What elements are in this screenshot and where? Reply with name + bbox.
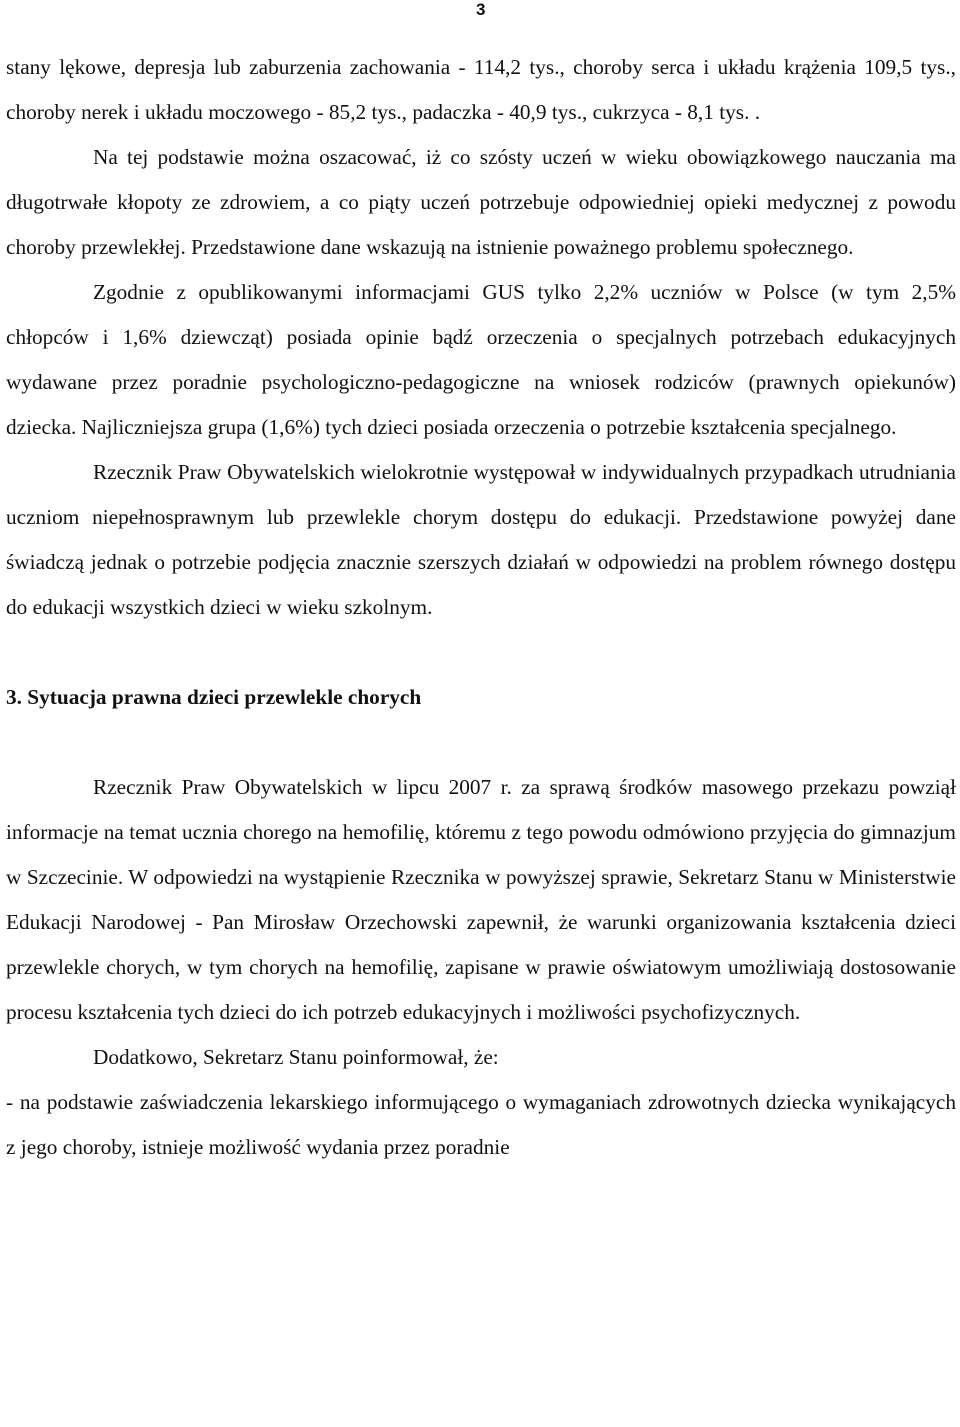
paragraph-gus-data: Zgodnie z opublikowanymi informacjami GUS tylko 2,2% uczniów w Polsce (w tym 2,5% chłopców i 1,6% dziewcząt) posiada opinie bądź orzeczenia o specjalnych potrzebach edukacyjnych wydawane przez poradnie psychologiczno-pedagogiczne na wniosek rodziców (prawnych opiekunów) dziecka. Najliczniejsza grupa (1,6%) tych dzieci posiada orzeczenia o potrzebie kształcenia specjalnego. xyxy=(6,280,956,439)
paragraph-disease-statistics: stany lękowe, depresja lub zaburzenia zachowania - 114,2 tys., choroby serca i układu krążenia 109,5 tys., choroby nerek i układu moczowego - 85,2 tys., padaczka - 40,9 tys., cukrzyca - 8,1 tys. . xyxy=(6,55,956,124)
paragraph-estimate: Na tej podstawie można oszacować, iż co szósty uczeń w wieku obowiązkowego nauczania ma długotrwałe kłopoty ze zdrowiem, a co piąty uczeń potrzebuje odpowiedniej opieki medycznej z powodu choroby przewlekłej. Przedstawione dane wskazują na istnienie poważnego problemu społecznego. xyxy=(6,145,956,259)
document-body xyxy=(6,45,956,1170)
page-number: 3 xyxy=(476,0,486,19)
paragraph-hemophilia-case: Rzecznik Praw Obywatelskich w lipcu 2007 r. za sprawą środków masowego przekazu powziął informacje na temat ucznia chorego na hemofilię, któremu z tego powodu odmówiono przyjęcia do gimnazjum w Szczecinie. W odpowiedzi na wystąpienie Rzecznika w powyższej sprawie, Sekretarz Stanu w Ministerstwie Edukacji Narodowej - Pan Mirosław Orzechowski zapewnił, że warunki organizowania kształcenia dzieci przewlekle chorych, w tym chorych na hemofilię, zapisane w prawie oświatowym umożliwiają dostosowanie procesu kształcenia tych dzieci do ich potrzeb edukacyjnych i możliwości psychofizycznych. xyxy=(6,775,956,1024)
paragraph-ombudsman-actions: Rzecznik Praw Obywatelskich wielokrotnie występował w indywidualnych przypadkach utrudniania uczniom niepełnosprawnym lub przewlekle chorym dostępu do edukacji. Przedstawione powyżej dane świadczą jednak o potrzebie podjęcia znacznie szerszych działań w odpowiedzi na problem równego dostępu do edukacji wszystkich dzieci w wieku szkolnym. xyxy=(6,460,956,619)
section-heading: 3. Sytuacja prawna dzieci przewlekle chorych xyxy=(6,685,422,709)
spacer xyxy=(6,720,956,765)
spacer xyxy=(6,630,956,675)
paragraph-list-item: - na podstawie zaświadczenia lekarskiego informującego o wymaganiach zdrowotnych dziecka wynikających z jego choroby, istnieje możliwość wydania przez poradnie xyxy=(6,1090,956,1159)
paragraph-additional-info: Dodatkowo, Sekretarz Stanu poinformował, że: xyxy=(93,1045,499,1069)
